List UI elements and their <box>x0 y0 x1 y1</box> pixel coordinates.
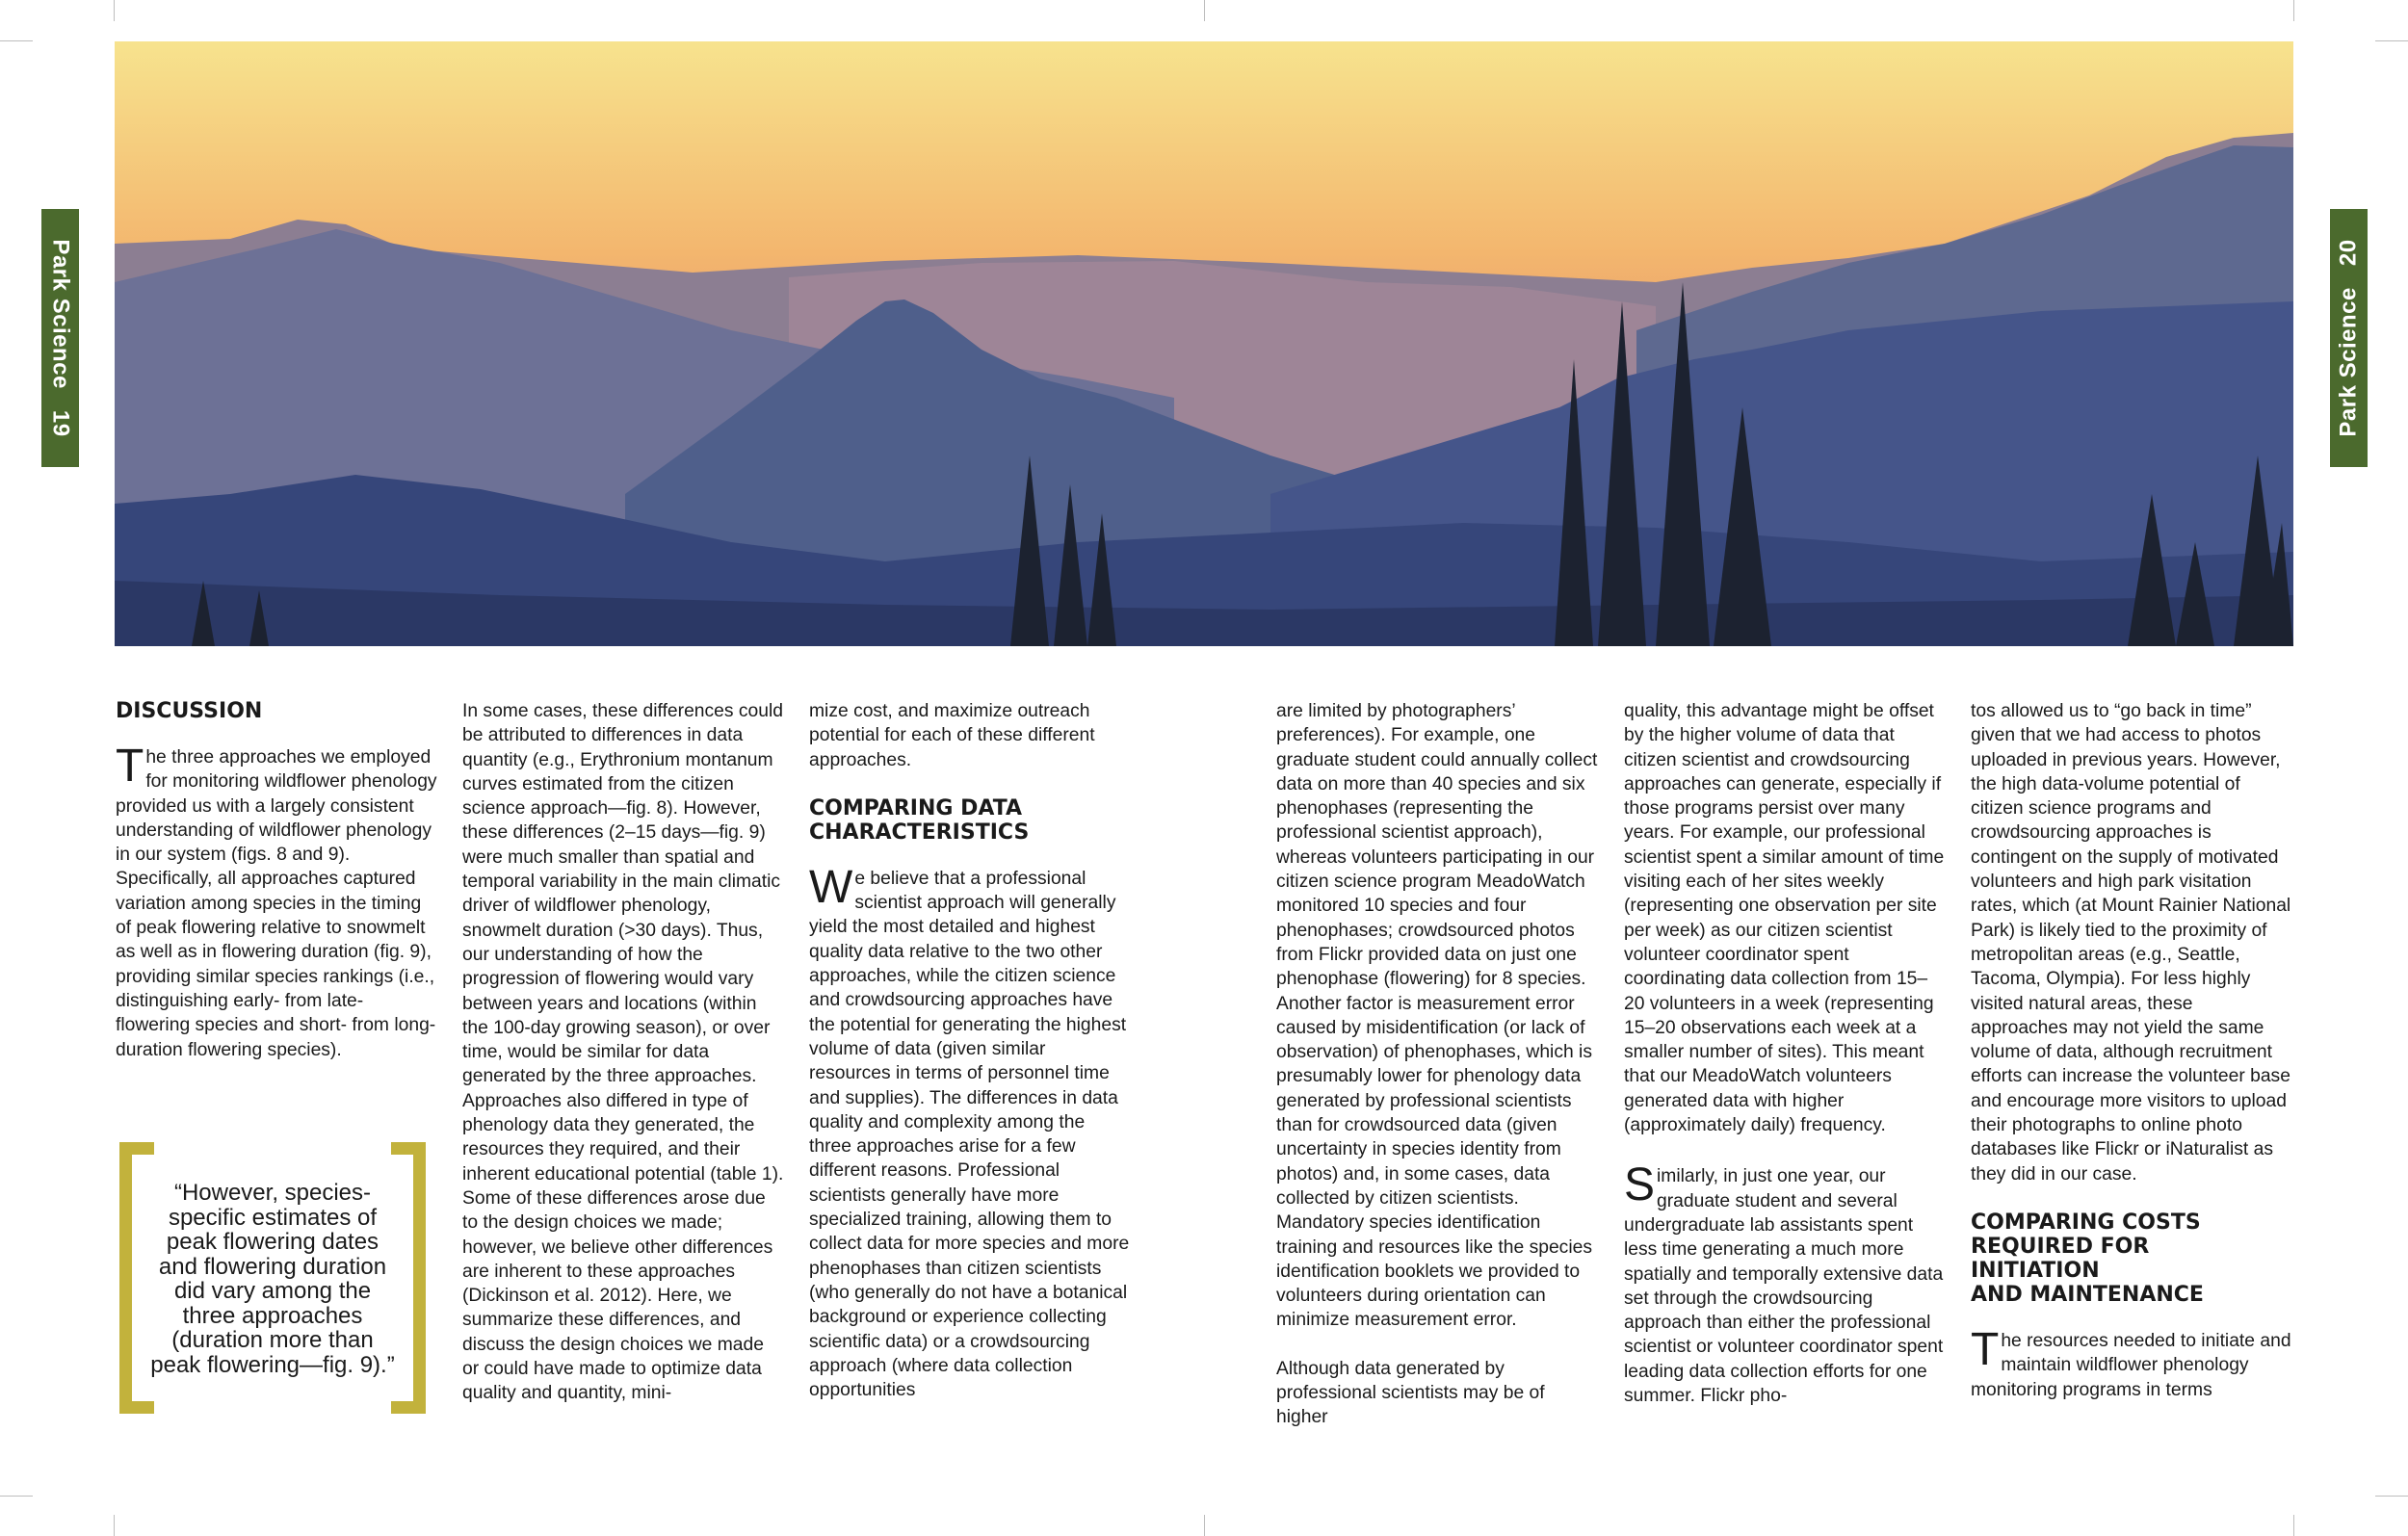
quote-bracket-right <box>391 1142 426 1155</box>
column-1 <box>116 699 437 1086</box>
quote-bracket-left <box>119 1401 154 1414</box>
paragraph <box>1971 1323 2292 1402</box>
column-3 <box>809 699 1131 1426</box>
section-heading: COMPARING DATA CHARACTERISTICS <box>809 795 1030 845</box>
heading-line: AND MAINTENANCE <box>1971 1282 2204 1307</box>
column-6 <box>1971 699 2292 1402</box>
drop-cap: T <box>1971 1323 2000 1375</box>
crop-mark <box>2375 40 2408 41</box>
column-4 <box>1276 699 1598 1430</box>
paragraph <box>809 861 1131 1403</box>
column-5 <box>1624 699 1946 1408</box>
drop-cap: S <box>1624 1159 1656 1211</box>
paragraph: Although data generated by professional scientists may be of higher <box>1276 1358 1545 1428</box>
pull-quote-text: “However, species-specific estimates of peak flowering dates and flowering duration did vary among the three approaches (duration more than peak flowering—fig. 9).” <box>150 1180 395 1378</box>
page-number: 19 <box>47 409 74 437</box>
paragraph: mize cost, and maximize outreach potential for each of these different approaches. <box>809 701 1095 770</box>
crop-mark <box>0 40 33 41</box>
drop-cap: W <box>809 861 853 913</box>
paragraph-text: e believe that a professional scientist approach will generally yield the most detailed and highest quality data relative to the two other approaches, while the citizen science and crowdsourcing approaches have the potential for generating the highest volume of data (given similar resources in terms of personnel time and supplies). The differences in data quality and complexity among the three approaches arise for a few different reasons. Professional scientists generally have more specialized training, allowing them to collect data for more species and more phenophases than citizen scientists (who generally do not have a botanical background or experience collecting scientific data) or a crowdsourcing approach (where data collection opportunities <box>809 868 1130 1401</box>
paragraph-text: imilarly, in just one year, our graduate student and several undergraduate lab assistants spent less time generating a much more spatially and temporally extensive data set through the crowdsourcing approach than either the professional scientist or volunteer coordinator spent leading data collection efforts for one summer. Flickr pho- <box>1624 1166 1944 1407</box>
pull-quote <box>119 1142 426 1414</box>
quote-bracket-right <box>413 1142 426 1414</box>
paragraph: quality, this advantage might be offset by the higher volume of data that citizen scientist and crowdsourcing approaches can generate, especially if those programs persist over many years. For example, our professional scientist spent a similar amount of time visiting each of her sites weekly (representing one observation per site per week) as our citizen scientist volunteer coordinator spent coordinating data collection from 15–20 volunteers in a week (representing 15–20 observations each week at a smaller number of sites). This meant that our MeadoWatch volunteers generated data with higher (approximately daily) frequency. <box>1624 701 1945 1136</box>
drop-cap: T <box>116 741 144 792</box>
mountain-sunset-illustration <box>115 41 2293 646</box>
running-title: Park Science <box>2335 287 2362 437</box>
crop-mark <box>1204 0 1205 21</box>
crop-mark <box>1204 1515 1205 1536</box>
hero-photo <box>115 41 2293 646</box>
section-heading: DISCUSSION <box>116 699 263 723</box>
paragraph-text: he three approaches we employed for monitoring wildflower phenology provided us with a largely consistent understanding of wildflower phenology in our system (figs. 8 and 9). Specifically, all approaches captured variation among species in the timing of peak flowering relative to snowmelt as well as in flowering duration (fig. 9), providing similar species rankings (i.e., distinguishing early- from late-flowering species and short- from long-duration flowering species). <box>116 747 437 1060</box>
quote-bracket-right <box>391 1401 426 1414</box>
page-tab-left <box>41 209 79 467</box>
heading-line: REQUIRED FOR INITIATION <box>1971 1234 2150 1283</box>
page-tab-right <box>2330 209 2368 467</box>
crop-mark <box>2375 1496 2408 1497</box>
crop-mark <box>0 1496 33 1497</box>
paragraph-text: he resources needed to initiate and maintain wildflower phenology monitoring programs in terms <box>1971 1330 2291 1400</box>
paragraph: are limited by photographers’ preferences). For example, one graduate student could annually collect data on more than 40 species and six phenophases (representing the professional scientist approach), whereas volunteers participating in our citizen science program MeadoWatch monitored 10 species and four phenophases; crowdsourced photos from Flickr provided data on just one phenophase (flowering) for 8 species. Another factor is measurement error caused by misidentification (or lack of observation) of phenophases, which is presumably lower for phenology data generated by professional scientists than for crowdsourced data (given uncertainty in species identity from photos) and, in some cases, data collected by citizen scientists. Mandatory species identification training and resources like the species identification booklets we provided to volunteers during orientation can minimize measurement error. <box>1276 701 1598 1331</box>
quote-bracket-left <box>119 1142 154 1155</box>
quote-bracket-left <box>119 1142 132 1414</box>
running-title: Park Science <box>47 239 74 389</box>
crop-mark <box>2293 1515 2294 1536</box>
paragraph <box>1624 1159 1946 1408</box>
column-2 <box>462 699 784 1406</box>
page-number: 20 <box>2335 239 2362 267</box>
paragraph <box>116 741 437 1062</box>
heading-line: COMPARING COSTS <box>1971 1210 2201 1235</box>
paragraph: In some cases, these differences could be attributed to differences in data quantity (e.g., Erythronium montanum curves estimated from the citizen science approach—fig. 8). However, these differences (2–15 days—fig. 9) were much smaller than spatial and temporal variability in the main climatic driver of wildflower phenology, snowmelt duration (>30 days). Thus, our understanding of how the progression of flowering would vary between years and locations (within the 100-day growing season), or over time, would be similar for data generated by the three approaches. Approaches also differed in type of phenology data they generated, the resources they required, and their inherent educational potential (table 1). Some of these differences arose due to the design choices we made; however, we believe other differences are inherent to these approaches (Dickinson et al. 2012). Here, we summarize these differences, and discuss the design choices we made or could have made to optimize data quality and quantity, mini- <box>462 701 784 1404</box>
crop-mark <box>114 0 115 21</box>
section-heading <box>1971 1211 2292 1307</box>
paragraph: tos allowed us to “go back in time” given that we had access to photos uploaded in previous years. However, the high data-volume potential of citizen science programs and crowdsourcing approaches is contingent on the supply of motivated volunteers and high park visitation rates, which (at Mount Rainier National Park) is likely tied to the proximity of metropolitan areas (e.g., Seattle, Tacoma, Olympia). For less highly visited natural areas, these approaches may not yield the same volume of data, although recruitment efforts can increase the volunteer base and encourage more visitors to upload their photographs to online photo databases like Flickr or iNaturalist as they did in our case. <box>1971 701 2291 1185</box>
crop-mark <box>2293 0 2294 21</box>
crop-mark <box>114 1515 115 1536</box>
